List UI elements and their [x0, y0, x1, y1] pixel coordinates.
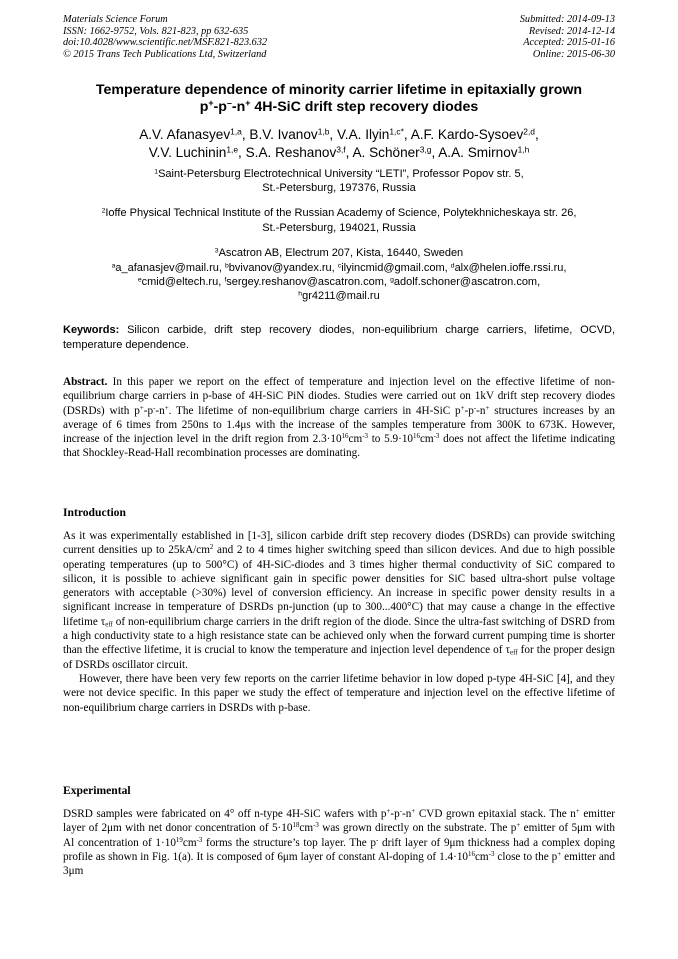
abstract-text: -n	[155, 404, 165, 417]
abstract-text: In this paper we report on the effect of temperature and injection level on the effective lifetime of non-equilibrium charge carriers in p-base of 4H-SiC PiN diodes. Studies were carried out on 1kV drift step recovery diodes (DSRDs) with p	[63, 376, 615, 417]
affiliation-text: Saint-Petersburg Electrotechnical University “LETI”, Professor Popov str. 5,	[158, 168, 524, 180]
body-sub: eff	[105, 620, 113, 629]
body-sup: -	[376, 835, 379, 844]
title-sup: +	[245, 98, 251, 109]
affiliation-number: 2	[101, 207, 106, 215]
body-sup: +	[575, 807, 580, 816]
abstract-sup: +	[164, 403, 169, 412]
body-text: of non-equilibrium charge carriers in the drift region of the diode. Since the ultra-fast switching of DSRD from a high conductivity state to a high resistance state can be achieved only when the forward current pumping time is shorter than the effective lifetime, it is crucial to know the temperature and injection level dependence of τ	[63, 615, 615, 657]
publication-dates	[520, 14, 615, 60]
body-sup: +	[411, 807, 416, 816]
date-accepted: Accepted: 2015-01-16	[523, 37, 615, 49]
author-list	[40, 126, 638, 162]
body-text: cm	[299, 822, 314, 835]
body-sup: 16	[468, 850, 475, 859]
body-sub: eff	[510, 649, 518, 658]
keywords	[63, 323, 615, 352]
affiliation-text: St.-Petersburg, 197376, Russia	[262, 182, 416, 195]
body-text: -n	[402, 808, 412, 820]
email-address: cmid@eltech.ru,	[141, 276, 225, 289]
body-text: cm	[474, 850, 489, 863]
experimental-heading: Experimental	[63, 784, 131, 797]
title-sup: –	[226, 98, 232, 109]
abstract-sup: -3	[433, 432, 440, 441]
email-line-3	[50, 289, 628, 303]
abstract-text: -p	[464, 404, 474, 417]
date-online: Online: 2015-06-30	[532, 48, 615, 60]
email-marker: c	[337, 262, 342, 270]
body-sup: 19	[175, 835, 183, 844]
abstract-text: -p	[143, 404, 154, 417]
email-marker: h	[298, 290, 303, 298]
journal-copyright: © 2015 Trans Tech Publications Ltd, Switzerland	[63, 48, 267, 60]
author-affil-marker: 1,a	[230, 126, 242, 137]
title-text: p	[199, 99, 209, 115]
body-text: emitter and 3μm	[63, 850, 615, 878]
body-text: for the proper design of DSRDs oscillator circuit.	[63, 644, 615, 671]
abstract-text: . The lifetime of non-equilibrium charge carriers in 4H-SiC p	[168, 404, 461, 417]
introduction-body	[63, 529, 615, 715]
email-marker: d	[450, 262, 455, 270]
introduction-paragraph-2: However, there have been very few reports on the carrier lifetime behavior in low doped p-type 4H-SiC [4], and they were not device specific. In this paper we study the effect of temperature and injection level on the effective lifetime of non-equilibrium charge carriers in DSRDs with p-base.	[63, 672, 615, 714]
affiliation-text: Ascatron AB, Electrum 207, Kista, 16440, Sweden	[218, 246, 464, 259]
author-line-2	[40, 144, 638, 162]
affiliation-2	[50, 206, 628, 234]
body-text: cm	[182, 836, 197, 849]
abstract-text: cm	[348, 433, 363, 446]
body-sup: -3	[488, 850, 495, 859]
body-text: and 2 to 4 times higher switching speed than silicon devices. And due to high possible operating temperatures (up to 500°C) of 4H-SiC-diodes and 3 times higher thermal conductivity of SiC compared to silicon, it is possible to achieve significant gain in specific power densities for SiC based ultra-short pulse voltage generators with acceptable (>30%) level of conversion efficiency. An increase in specific power density results in a significant increase in temperature of DSRDs pn-junction (up to 300...400°C) that may cause a change in the effective lifetime τ	[63, 544, 615, 628]
author-affil-marker: 3,g	[419, 144, 432, 155]
email-line-1	[50, 261, 628, 275]
body-sup: -3	[196, 835, 203, 844]
journal-issn: ISSN: 1662-9752, Vols. 821-823, pp 632-635	[63, 25, 249, 37]
author-line-1: A.V. Afanasyev$^{1,a}$, B.V. Ivanov$^{1,b}$, V.A. Ilyin$^{1,c*}$, A.F. Kardo-Sysoev$^{2,d}$,	[139, 126, 539, 142]
body-text: -p	[390, 808, 400, 820]
body-text: emitter of 5μm with Al concentration of 1·10	[63, 822, 616, 849]
email-marker: b	[224, 262, 229, 270]
title-line-1: Temperature dependence of minority carrier lifetime in epitaxially grown	[95, 82, 583, 98]
email-address: bvivanov@yandex.ru,	[228, 262, 338, 274]
journal-info	[63, 14, 267, 60]
body-text: was grown directly on the substrate. The p	[318, 822, 517, 835]
body-sup: +	[516, 821, 521, 830]
abstract-sup: +	[460, 403, 465, 412]
author-affil-marker: 2,d	[523, 126, 535, 137]
abstract-text: -n	[476, 404, 486, 417]
email-marker: g	[390, 276, 394, 284]
author-affil-marker: 1,e	[226, 144, 239, 155]
abstract-sup: -	[153, 403, 156, 412]
body-sup: +	[557, 850, 562, 859]
abstract-text: does not affect the lifetime indicating that Shockley-Read-Hall recombination processes are dominating.	[63, 433, 615, 460]
paper-title	[40, 82, 638, 116]
abstract-sup: +	[485, 403, 490, 412]
email-marker: e	[137, 276, 142, 284]
abstract-sup: 16	[341, 432, 349, 441]
affiliation-text: Ioffe Physical Technical Institute of the Russian Academy of Science, Polytekhnicheskaya str. 26,	[105, 207, 577, 220]
affiliation-number: 3	[214, 247, 219, 255]
introduction-paragraph-1	[63, 529, 615, 672]
body-text: emitter layer of 2μm with net donor concentration of 5·10	[63, 808, 616, 835]
email-address: adolf.schoner@ascatron.com,	[393, 276, 541, 289]
author-affil-marker: 1,c*	[389, 126, 404, 137]
abstract-sup: -	[473, 403, 477, 412]
author-name: , B.V. Ivanov	[241, 127, 318, 142]
abstract-sup: 16	[413, 432, 420, 441]
title-text: -p	[213, 99, 227, 115]
body-text: drift layer of 9μm thickness had a complex doping profile as shown in Fig. 1(a). It is composed of 6μm layer of constant Al-doping of 1.4·10	[63, 836, 615, 863]
experimental-paragraph-1	[63, 807, 615, 878]
email-line-2	[50, 275, 628, 289]
journal-doi: doi:10.4028/www.scientific.net/MSF.821-823.632	[63, 37, 268, 49]
title-line-2	[40, 99, 638, 116]
body-text: CVD grown epitaxial stack. The n	[415, 808, 576, 820]
abstract	[63, 375, 615, 461]
title-text: -n	[231, 99, 246, 115]
body-sup: -	[399, 807, 403, 816]
affiliation-1	[50, 167, 628, 195]
date-submitted: Submitted: 2014-09-13	[519, 14, 615, 25]
affiliations	[50, 167, 628, 271]
body-sup: 2	[209, 543, 214, 552]
body-sup: -3	[313, 821, 319, 830]
email-marker: a	[111, 262, 116, 270]
email-marker: f	[224, 276, 227, 284]
affiliation-number: 1	[154, 168, 159, 176]
author-name: A.V. Afanasyev	[139, 127, 231, 142]
author-name: V.V. Luchinin	[148, 145, 227, 160]
abstract-text: to 5.9·10	[367, 433, 414, 446]
author-affil-marker: 1,b	[317, 126, 330, 137]
author-name: , A.A. Smirnov	[431, 145, 518, 160]
introduction-heading: Introduction	[63, 506, 126, 519]
abstract-text: cm	[419, 433, 434, 446]
author-affil-marker: 3,f	[336, 144, 346, 155]
title-sup: +	[208, 98, 214, 109]
author-affil-marker: 1,h	[517, 144, 530, 155]
date-revised: Revised: 2014-12-14	[528, 25, 615, 37]
body-text: close to the p	[494, 850, 558, 863]
body-text: DSRD samples were fabricated on 4° off n-type 4H-SiC wafers with p	[63, 808, 387, 820]
email-address: ilyincmid@gmail.com,	[341, 262, 451, 274]
abstract-label: Abstract.	[63, 376, 108, 388]
email-address: a_afanasjev@mail.ru,	[115, 262, 225, 274]
abstract-sup: +	[139, 403, 144, 412]
title-text: 4H-SiC drift step recovery diodes	[250, 99, 479, 115]
email-address: sergey.reshanov@ascatron.com,	[226, 276, 391, 289]
body-text: As it was experimentally established in [1-3], silicon carbide drift step recovery diodes (DSRDs) can provide switching current densities up to 25kA/cm	[63, 530, 615, 557]
email-address: gr4211@mail.ru	[302, 290, 380, 303]
author-name: , A. Schöner	[345, 145, 420, 160]
abstract-sup: -3	[362, 432, 368, 441]
body-sup: +	[386, 807, 391, 816]
affiliation-3	[50, 246, 628, 260]
email-address: alx@helen.ioffe.rssi.ru,	[454, 262, 567, 274]
affiliation-text: St.-Petersburg, 194021, Russia	[262, 221, 416, 234]
keywords-label: Keywords:	[63, 324, 120, 336]
abstract-text: structures increases by an average of 6 times from 250ns to 1.4μs with the increase of the samples temperature from 300K to 673K. However, increase of the injection level in the drift region from 2.3·10	[63, 404, 615, 446]
author-name: , A.F. Kardo-Sysoev	[403, 127, 524, 142]
experimental-body	[63, 807, 615, 878]
body-text: forms the structure’s top layer. The p	[202, 836, 377, 849]
body-sup: 18	[292, 821, 300, 830]
author-name: , V.A. Ilyin	[329, 127, 390, 142]
author-name: , S.A. Reshanov	[238, 145, 337, 160]
journal-name: Materials Science Forum	[63, 14, 168, 25]
author-emails	[50, 261, 628, 304]
keywords-text: Silicon carbide, drift step recovery diodes, non-equilibrium charge carriers, lifetime, OCVD, temperature dependence.	[63, 324, 615, 351]
